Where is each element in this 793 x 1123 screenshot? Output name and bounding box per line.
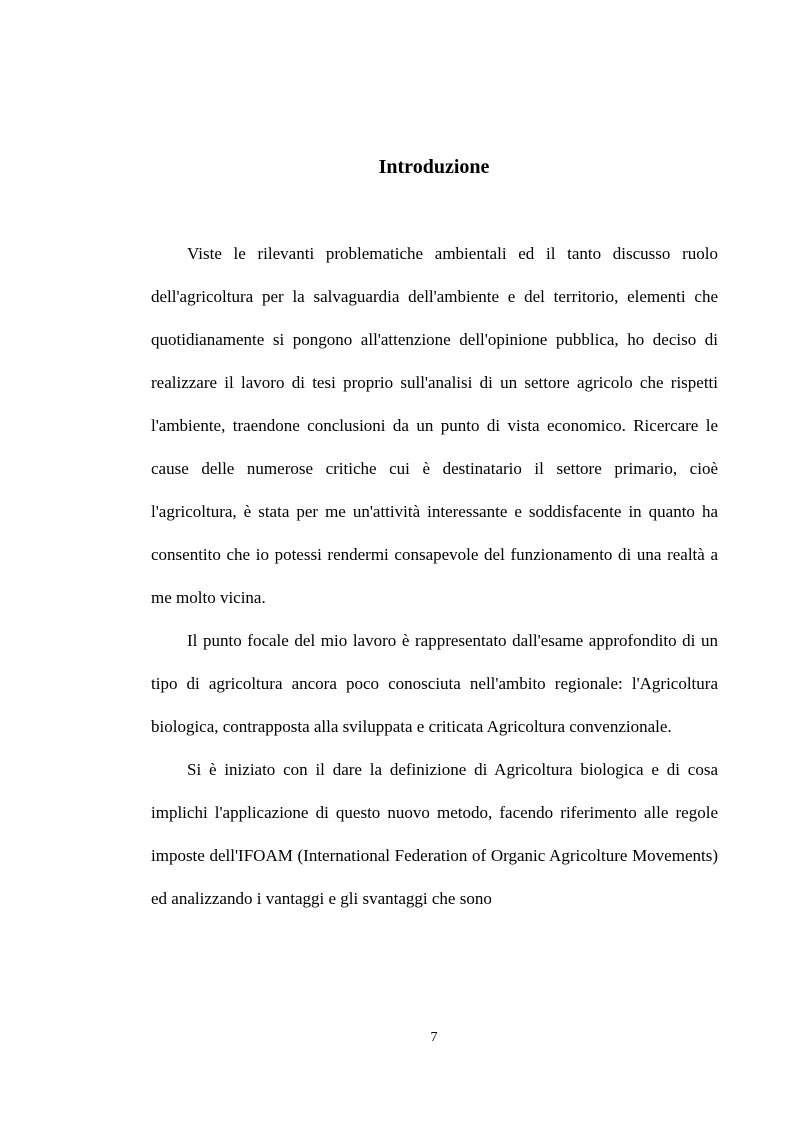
paragraph-2: Il punto focale del mio lavoro è rappresentato dall'esame approfondito di un tipo di agricoltura ancora poco conosciuta nell'ambito regionale: l'Agricoltura biologica, contrapposta alla sviluppata e criticata Agricoltura convenzionale.: [151, 631, 718, 736]
body-text: [151, 232, 718, 920]
paragraph-3: Si è iniziato con il dare la definizione di Agricoltura biologica e di cosa implichi l'applicazione di questo nuovo metodo, facendo riferimento alle regole imposte dell'IFOAM (International Federation of Organic Agricolture Movements) ed analizzando i vantaggi e gli svantaggi che sono: [151, 760, 718, 908]
page-number: 7: [430, 1030, 438, 1045]
page-title: Introduzione: [378, 156, 490, 179]
paragraph-1: Viste le rilevanti problematiche ambientali ed il tanto discusso ruolo dell'agricoltura per la salvaguardia dell'ambiente e del territorio, elementi che quotidianamente si pongono all'attenzione dell'opinione pubblica, ho deciso di realizzare il lavoro di tesi proprio sull'analisi di un settore agricolo che rispetti l'ambiente, traendone conclusioni da un punto di vista economico. Ricercare le cause delle numerose critiche cui è destinatario il settore primario, cioè l'agricoltura, è stata per me un'attività interessante e soddisfacente in quanto ha consentito che io potessi rendermi consapevole del funzionamento di una realtà a me molto vicina.: [151, 244, 718, 607]
